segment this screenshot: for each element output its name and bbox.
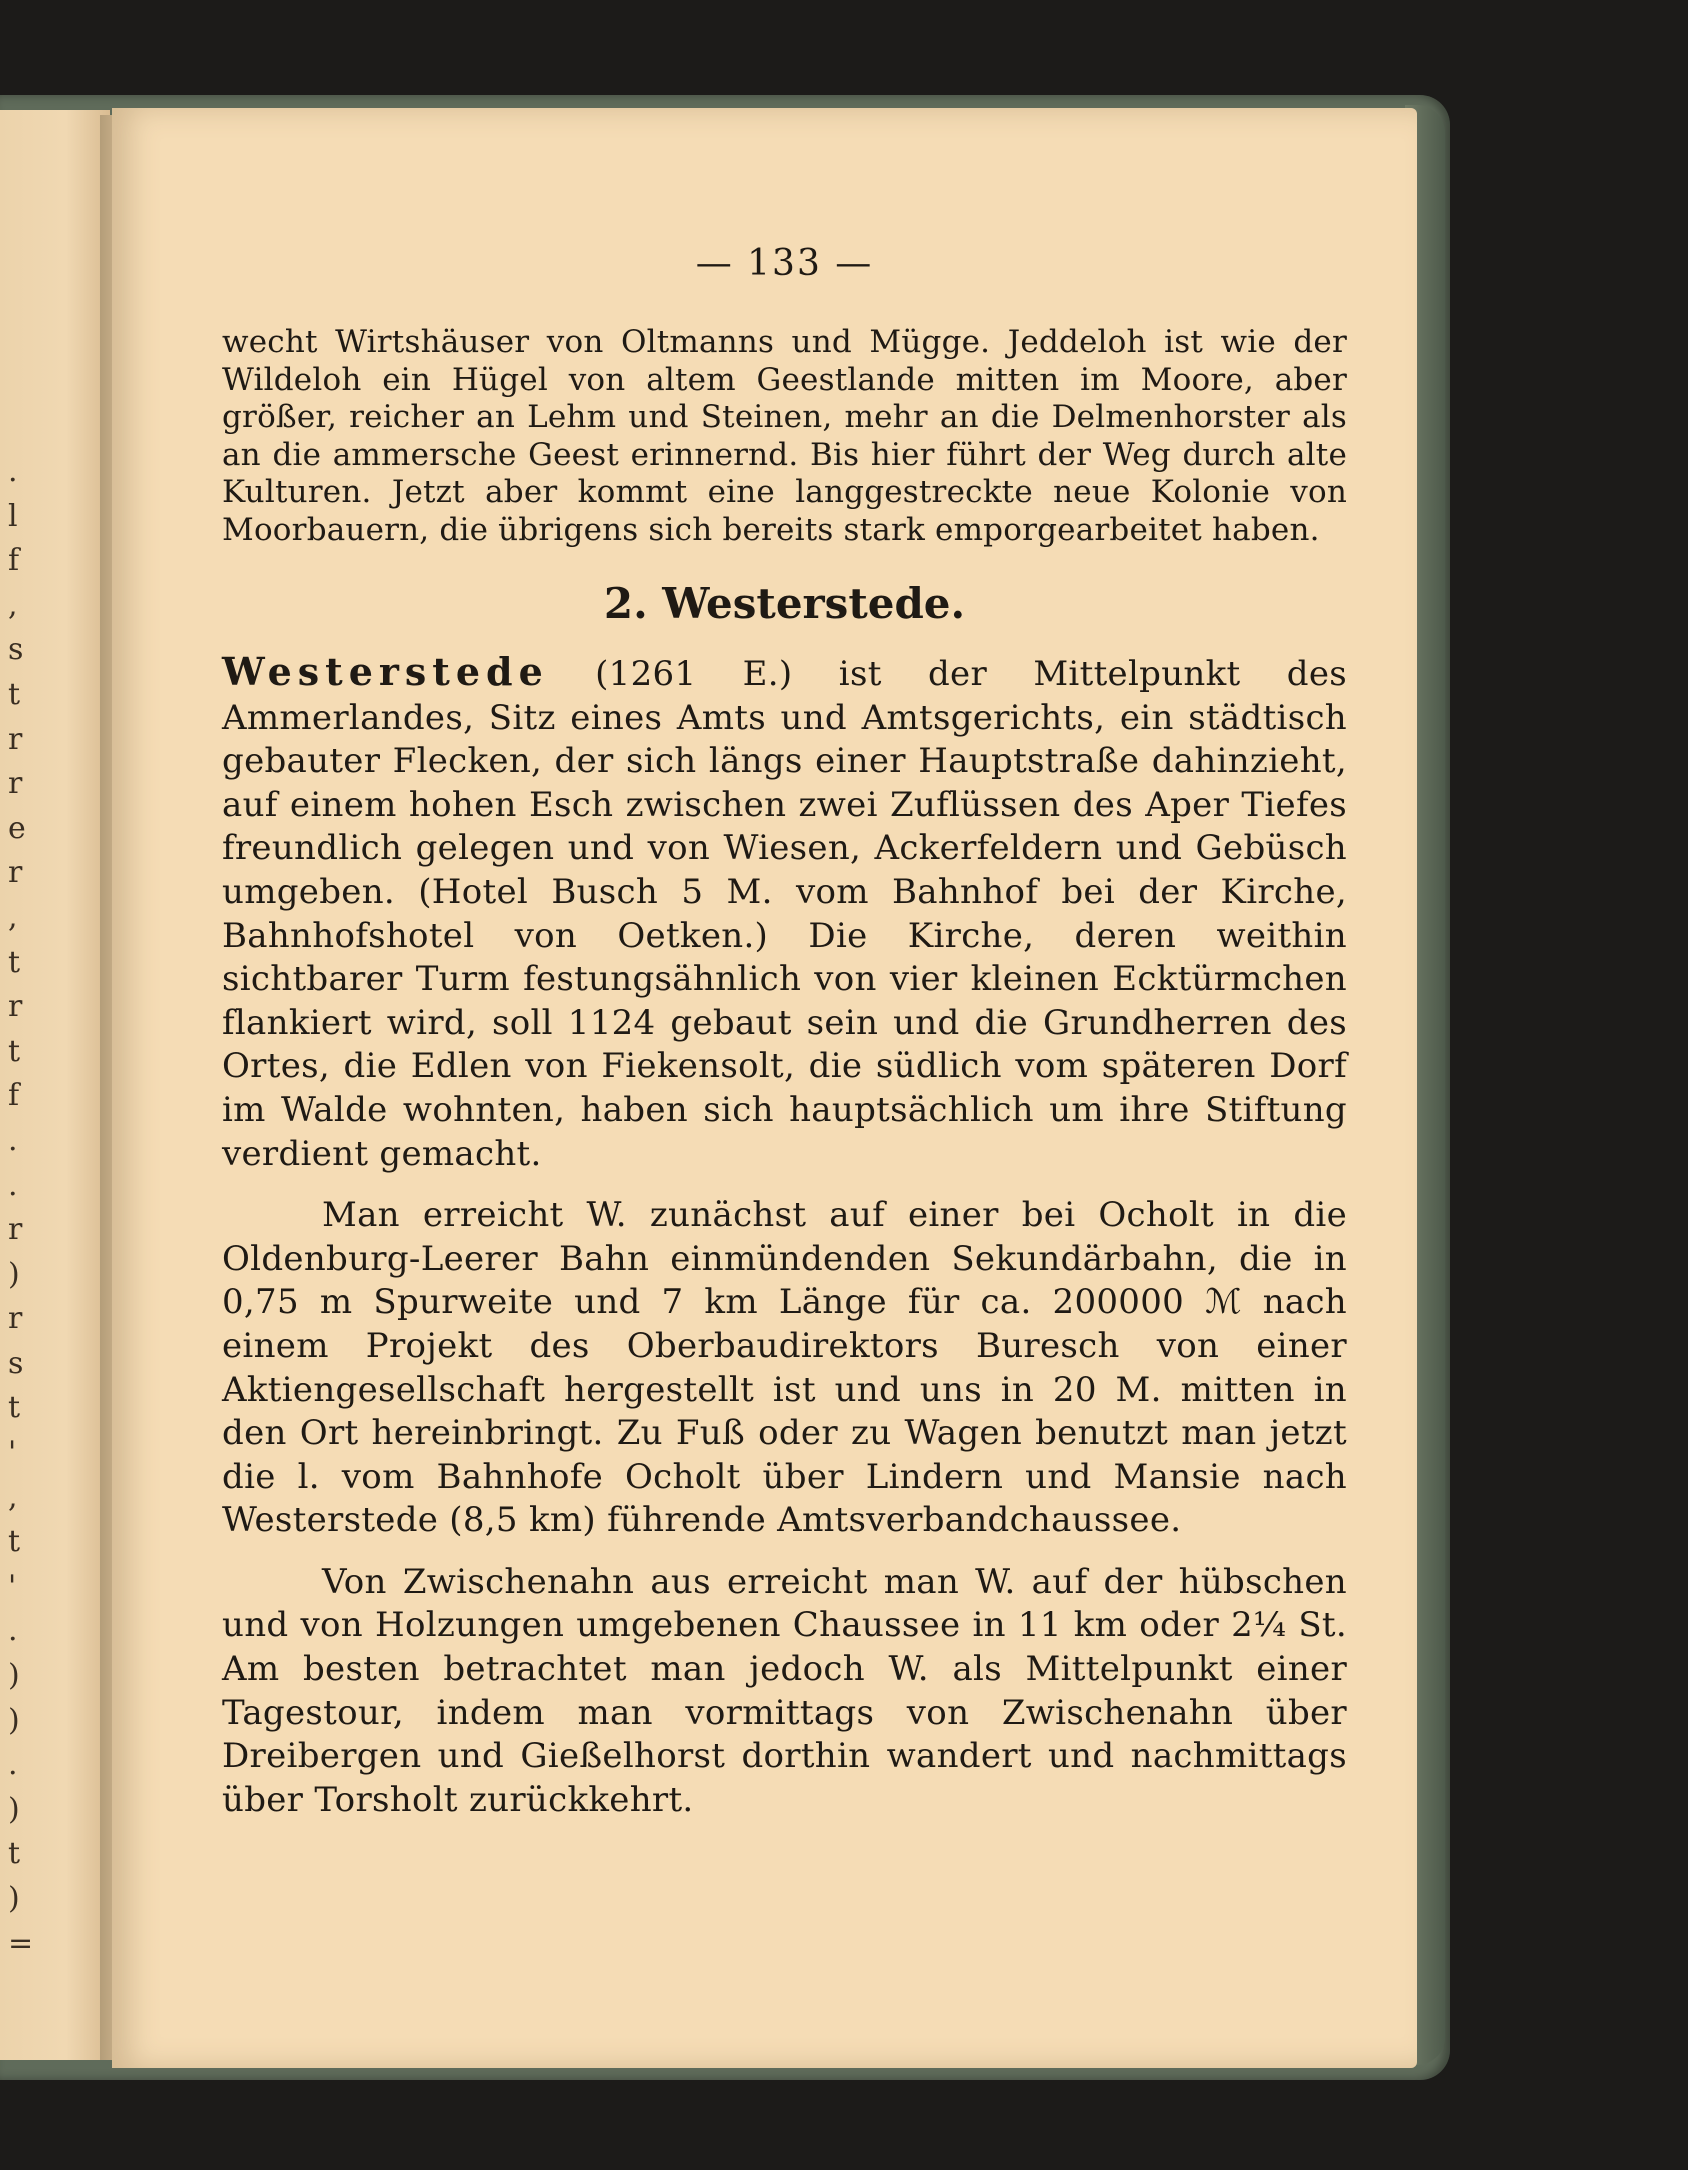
right-page xyxy=(112,108,1417,2068)
paragraph-route-zwischenahn: Von Zwischenahn aus erreicht man W. auf der hübschen und von Holzungen umgebenen Chaussee in 11 km oder 2¼ St. Am besten betrachtet man jedoch W. als Mittelpunkt einer Tagestour, indem man vormittags von Zwischenahn über Dreibergen und Gießelhorst dorthin wandert und nachmittags über Torsholt zurückkehrt. xyxy=(222,1561,1347,1820)
paragraph-westerstede-text: (1261 E.) ist der Mittelpunkt des Ammerlandes, Sitz eines Amts und Amtsgerichts, ein städtisch gebauter Flecken, der sich längs einer Hauptstraße dahinzieht, auf einem hohen Esch zwischen zwei Zuflüssen des Aper Tiefes freundlich gelegen und von Wiesen, Ackerfeldern und Gebüsch umgeben. (Hotel Busch 5 M. vom Bahnhof bei der Kirche, Bahnhofshotel von Oetken.) Die Kirche, deren weithin sichtbarer Turm festungsähnlich von vier kleinen Ecktürmchen flankiert wird, soll 1124 gebaut sein und die Grundherren des Ortes, die Edlen von Fiekensolt, die südlich vom späteren Dorf im Walde wohnten, haben sich hauptsächlich um ihre Stiftung verdient gemacht. xyxy=(222,654,1347,1174)
paragraph-route-ocholt: Man erreicht W. zunächst auf einer bei Ocholt in die Oldenburg-Leerer Bahn einmündenden Sekundärbahn, die in 0,75 m Spurweite und 7 km Länge für ca. 200000 ℳ nach einem Projekt des Oberbaudirektors Buresch von einer Aktiengesellschaft hergestellt ist und uns in 20 M. mitten in den Ort hereinbringt. Zu Fuß oder zu Wagen benutzt man jetzt die l. vom Bahnhofe Ocholt über Lindern und Mansie nach Westerstede (8,5 km) führende Amtsverbandchaussee. xyxy=(222,1195,1347,1541)
left-facing-page xyxy=(0,110,110,2060)
section-heading: 2. Westerstede. xyxy=(603,579,966,628)
page-text-block xyxy=(222,243,1347,1822)
paragraph-westerstede xyxy=(222,650,1347,1176)
intro-paragraph: wecht Wirtshäuser von Oltmanns und Mügge. Jeddeloh ist wie der Wildeloh ein Hügel von altem Geestlande mitten im Moore, aber größer, reicher an Lehm und Steinen, mehr an die Delmenhorster als an die ammersche Geest erinnernd. Bis hier führt der Weg durch alte Kulturen. Jetzt aber kommt eine langgestreckte neue Kolonie von Moorbauern, die übrigens sich bereits stark emporgearbeitet haben. xyxy=(222,324,1347,548)
lead-word: Westerstede xyxy=(222,649,549,694)
page-number: — 133 — xyxy=(695,243,874,284)
left-page-fragments: . l f , s t r r e r , t r t f . . r ) r s t ' , t ' . ) ) . ) t ) = xyxy=(8,454,34,1961)
